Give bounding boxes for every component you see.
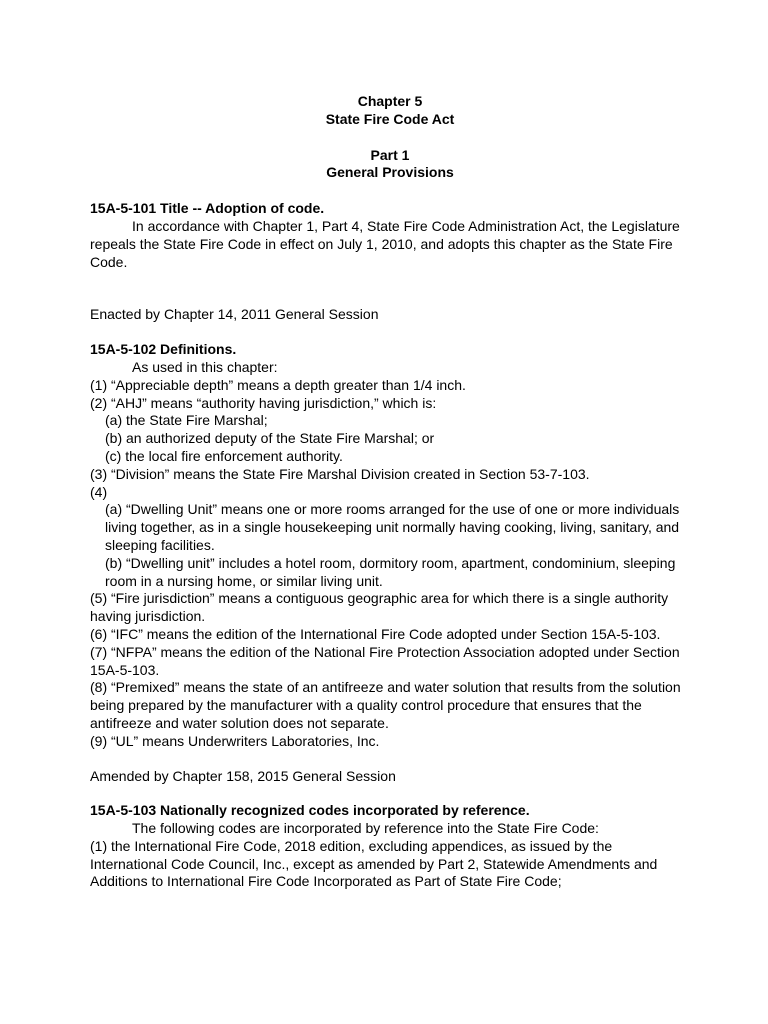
part-title: General Provisions: [326, 164, 454, 181]
section-intro: The following codes are incorporated by reference into the State Fire Code:: [132, 820, 599, 837]
definition-subitem: (a) “Dwelling Unit” means one or more rooms arranged for the use of one or more individuals living together, as in a single housekeeping unit normally having cooking, living, sanitary, and sleeping facilities.: [105, 501, 680, 553]
definition-item: (2) “AHJ” means “authority having jurisdiction,” which is:: [90, 394, 437, 411]
section-heading: 15A-5-102 Definitions.: [90, 341, 237, 358]
part-number: Part 1: [370, 146, 410, 163]
section-heading: 15A-5-101 Title -- Adoption of code.: [90, 200, 325, 217]
chapter-number: Chapter 5: [357, 93, 423, 109]
definition-item: (7) “NFPA” means the edition of the National Fire Protection Association adopted under Section 15A-5-103.: [90, 643, 680, 678]
definition-subitem: (b) an authorized deputy of the State Fire Marshal; or: [105, 430, 435, 447]
section-heading: 15A-5-103 Nationally recognized codes incorporated by reference.: [90, 802, 530, 819]
definition-item: (3) “Division” means the State Fire Marshal Division created in Section 53-7-103.: [90, 465, 590, 482]
act-title: State Fire Code Act: [325, 110, 455, 127]
document-body: [90, 93, 690, 891]
definition-item: (9) “UL” means Underwriters Laboratories, Inc.: [90, 732, 380, 749]
definition-subitem: (c) the local fire enforcement authority.: [105, 447, 343, 464]
section-15a-5-101: [90, 200, 690, 324]
section-body: In accordance with Chapter 1, Part 4, State Fire Code Administration Act, the Legislature repeals the State Fire Code in effect on July 1, 2010, and adopts this chapter as the State Fire Code.: [90, 217, 680, 270]
section-intro: As used in this chapter:: [132, 358, 278, 375]
code-item: (1) the International Fire Code, 2018 edition, excluding appendices, as issued by the International Code Council, Inc., except as amended by Part 2, Statewide Amendments and Additions to International Fire Code Incorporated as Part of State Fire Code;: [90, 837, 658, 890]
definition-item: (6) “IFC” means the edition of the International Fire Code adopted under Section 15A-5-103.: [90, 625, 661, 642]
definition-item: (1) “Appreciable depth” means a depth greater than 1/4 inch.: [90, 376, 466, 393]
definition-item: (4): [90, 483, 108, 500]
section-15a-5-103: [90, 802, 690, 891]
history-note: Amended by Chapter 158, 2015 General Session: [90, 767, 396, 784]
definition-subitem: (b) “Dwelling unit” includes a hotel room, dormitory room, apartment, condominium, sleeping room in a nursing home, or similar living unit.: [105, 554, 676, 589]
definition-item: (8) “Premixed” means the state of an antifreeze and water solution that results from the solution being prepared by the manufacturer with a quality control procedure that ensures that the antifreeze and water solution does not separate.: [90, 679, 681, 731]
definition-item: (5) “Fire jurisdiction” means a contiguous geographic area for which there is a single authority having jurisdiction.: [90, 590, 669, 625]
section-15a-5-102: [90, 341, 690, 785]
definition-subitem: (a) the State Fire Marshal;: [105, 412, 268, 429]
history-note: Enacted by Chapter 14, 2011 General Session: [90, 306, 379, 323]
